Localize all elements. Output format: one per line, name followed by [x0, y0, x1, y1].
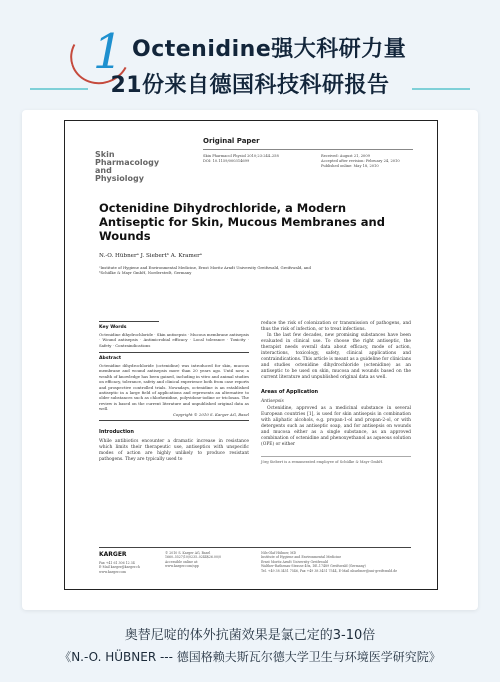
header-rule: [203, 149, 413, 150]
paper-title: Octenidine Dihydrochloride, a Modern Antiseptic for Skin, Mucous Membranes and Wounds: [99, 201, 385, 243]
footnote: Jörg Siebert is a remunerated employee of Schülke & Mayr GmbH.: [261, 456, 411, 465]
left-column: [99, 321, 249, 463]
title-line-1: Octenidine强大科研力量: [132, 37, 407, 62]
header: [0, 18, 500, 108]
antisepsis-heading: Antisepsis: [261, 399, 284, 404]
citation: Skin Pharmacol Physiol 2010;23:244–258 DOI: 10.1159/000314699: [203, 154, 279, 163]
footer-rule: [99, 547, 411, 548]
introduction-text: While antibiotics encounter a dramatic increase in resistance which limits their therapeutic use, antiseptics with unspecific modes of action are highly unlikely to produce resistant pathogens. They are typically used to: [99, 439, 249, 463]
authors: N.-O. Hübnerᵃ J. Siebertᵇ A. Kramerᵃ: [99, 253, 202, 259]
paper-page: [64, 120, 438, 590]
introduction-heading: Introduction: [99, 429, 134, 436]
body-paragraph-2: In the last few decades, new promising substances have been evaluated in clinical use. To choose the right antiseptic, the therapist needs overall data about efficacy, mode of action, interactions, toxicology, safety, clinical applications and contraindications. This article is meant as a guideline for clinicians and studies octenidine dihydrochloride (octenidine) as an antiseptic to be used on skin, mucosa and wounds based on the current literature and unpublished original data as well.: [261, 333, 411, 380]
abstract-box: [99, 352, 249, 421]
caption-line-1: 奥替尼啶的体外抗菌效果是氯己定的3-10倍: [124, 628, 376, 643]
right-column: [261, 321, 411, 465]
paper-footer: [65, 545, 437, 589]
copyright-line: Copyright © 2010 S. Karger AG, Basel: [172, 411, 249, 417]
areas-heading: Areas of Application: [261, 389, 319, 395]
corresponding-author: Nils-Olaf Hübner, MD Institute of Hygiene and Environmental Medicine Ernst Moritz Arndt University Greifswald Walther-Rathenau-Strasse 49a, DE–17489 Greifswald (Germany) Tel. +49 38 3451 7546, Fax +49 38 3451 7544, E-Mail nhuebner@uni-greifswald.de: [261, 551, 398, 573]
body-paragraph-1: reduce the risk of colonization or transmission of pathogens, and thus the risk of infection, or to treat infections.: [261, 321, 411, 332]
keywords-text: Octenidine dihydrochloride · Skin antisepsis · Mucous membrane antisepsis · Wound antisepsis · Antimicrobial efficacy · Local tolerance · Toxicity · Safety · Contraindications: [99, 331, 249, 348]
keywords-heading: Key Words: [99, 324, 127, 330]
publisher-copyright: © 2010 S. Karger AG, Basel 1660–5527/10/0235–0244$26.00/0 Accessible online at: www.karger.com/spp: [165, 551, 222, 569]
publisher-logo: KARGER: [99, 551, 127, 558]
body-paragraph-3: Octenidine, approved as a medicinal substance in several European countries [1], is used for skin antisepsis in combination with aliphatic alcohols, e.g. propan-1-ol and propan-2-ol, or with detergents such as antiseptic soap, and for antisepsis on wounds and mucosa either as a single substance, as an approved combination of octenidine and phenoxyethanol as aqueous solution (OPE) or either: [261, 406, 411, 447]
journal-logo: Skin Pharmacology and Physiology: [95, 150, 160, 183]
paper-type-label: Original Paper: [203, 137, 260, 145]
publication-dates: Received: August 21, 2009 Accepted after revision: February 24, 2010 Published online: May 18, 2010: [321, 154, 400, 168]
title-line-2: 21份来自德国科技科研报告: [110, 73, 390, 98]
keywords-rule: [99, 321, 159, 322]
abstract-text: Octenidine dihydrochloride (octenidine) was introduced for skin, mucous membrane and wound antisepsis more than 20 years ago. Until now, a wealth of knowledge has been gained, including in vitro and animal studies on efficacy, tolerance, safety and clinical experience both from case reports and prospective controlled trials. Nowadays, octenidine is an established antiseptic in a large field of applications and represents an alternative to older substances such as chlorhexidine, polyvidone-iodine or triclosan. The review is based on the current literature and unpublished original data as well.: [99, 363, 249, 412]
section-numeral: 1: [92, 24, 124, 80]
caption-line-2: 《N.-O. HÜBNER --- 德国格赖夫斯瓦尔德大学卫生与环境医学研究院》: [59, 650, 441, 664]
affiliations: ᵃInstitute of Hygiene and Environmental Medicine, Ernst Moritz Arndt University Greifswald, Greifswald, and ᵇSchülke & Mayr GmbH, Norderstedt, Germany: [99, 265, 311, 276]
publisher-contact: Fax +41 61 306 12 34 E-Mail karger@karger.ch www.karger.com: [99, 561, 140, 574]
paper-card: [22, 110, 478, 610]
abstract-heading: Abstract: [99, 356, 122, 362]
